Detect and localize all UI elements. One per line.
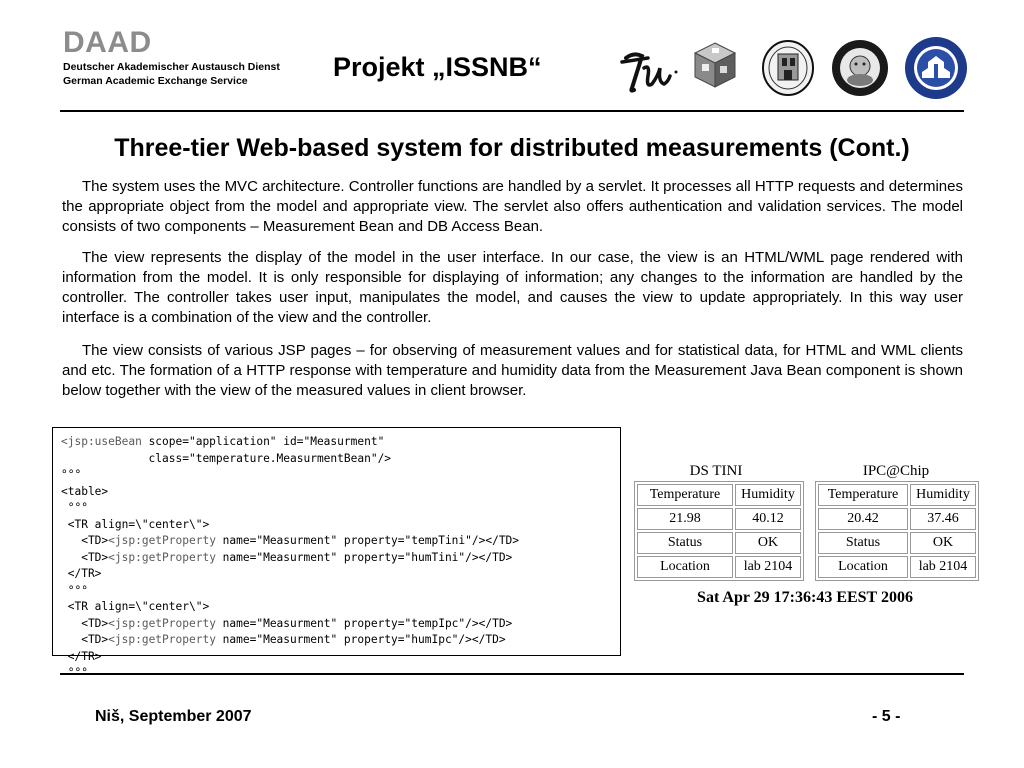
paragraph-mvc: The system uses the MVC architecture. Controller functions are handled by a servlet. It processes all HTTP requests and determines the appropriate object from the model and appropriate view. The servlet also offers authentication and validation services. The model consists of two components – Measurement Bean and DB Access Bean. xyxy=(62,178,963,235)
table-cell: 40.12 xyxy=(735,508,801,530)
slide-title: Three-tier Web-based system for distributed measurements (Cont.) xyxy=(114,134,910,162)
table-row xyxy=(818,556,976,578)
daad-logo: DAAD xyxy=(63,26,152,59)
code-line: °°° xyxy=(61,501,88,514)
table-row xyxy=(637,532,801,554)
table-cell: lab 2104 xyxy=(910,556,976,578)
paragraph-jsp: The view consists of various JSP pages – for observing of measurement values and for statistical data, for HTML and WML clients and etc. The formation of a HTTP response with temperature and humidity data from the Measurement Java Bean component is shown below together with the view of the measured values in client browser. xyxy=(62,342,963,399)
table-cell: 20.42 xyxy=(818,508,908,530)
cube-logo-icon xyxy=(690,40,740,90)
table-cell: Temperature xyxy=(637,484,733,506)
table-row xyxy=(818,484,976,506)
table-cell: Location xyxy=(818,556,908,578)
table-row xyxy=(637,484,801,506)
table-cell: 21.98 xyxy=(637,508,733,530)
jsp-code-box xyxy=(52,427,621,663)
table-row xyxy=(818,508,976,530)
code-line: </TR> xyxy=(61,567,102,580)
org-name-german: Deutscher Akademischer Austausch Dienst xyxy=(63,61,280,73)
jsp-code xyxy=(61,434,519,682)
table-caption-ds-tini: DS TINI xyxy=(689,463,743,479)
code-line: °°° xyxy=(61,468,82,481)
table-cell: Humidity xyxy=(735,484,801,506)
page-number: - 5 - xyxy=(872,708,901,725)
table-cell: OK xyxy=(735,532,801,554)
code-line: <jsp:useBean scope="application" id="Measurment" xyxy=(61,435,385,448)
code-line: </TR> xyxy=(61,649,102,663)
code-line: °°° xyxy=(61,583,88,597)
code-line: <TD><jsp:getProperty name="Measurment" property="humIpc"/></TD> xyxy=(61,633,506,646)
code-line: <table> xyxy=(61,484,109,498)
code-line: <TD><jsp:getProperty name="Measurment" property="tempIpc"/></TD> xyxy=(61,616,513,630)
code-line: class="temperature.MeasurmentBean"/> xyxy=(61,451,392,465)
table-cell: Location xyxy=(637,556,733,578)
footer-place-date: Niš, September 2007 xyxy=(95,708,252,725)
code-line: <TD><jsp:getProperty name="Measurment" property="humTini"/></TD> xyxy=(61,550,513,564)
measurement-table-ipc-chip xyxy=(815,481,979,581)
table-caption-ipc-chip: IPC@Chip xyxy=(862,463,930,479)
table-cell: Humidity xyxy=(910,484,976,506)
university-seal-1-icon xyxy=(761,40,815,96)
table-cell: 37.46 xyxy=(910,508,976,530)
table-cell: Temperature xyxy=(818,484,908,506)
measurement-timestamp: Sat Apr 29 17:36:43 EEST 2006 xyxy=(697,589,913,606)
header-divider xyxy=(60,110,964,112)
table-row xyxy=(637,556,801,578)
table-cell: OK xyxy=(910,532,976,554)
org-name-english: German Academic Exchange Service xyxy=(63,75,248,87)
table-cell: Status xyxy=(637,532,733,554)
table-row xyxy=(818,532,976,554)
code-line: <TR align=\"center\"> xyxy=(61,517,210,531)
table-cell: Status xyxy=(818,532,908,554)
measurement-table-ds-tini xyxy=(634,481,804,581)
tu-logo-icon xyxy=(620,46,680,94)
table-row xyxy=(637,508,801,530)
footer-divider xyxy=(60,673,964,675)
table-cell: lab 2104 xyxy=(735,556,801,578)
university-seal-2-icon xyxy=(830,38,890,98)
paragraph-view: The view represents the display of the model in the user interface. In our case, the view is an HTML/WML page rendered with information from the model. It is only responsible for displaying of information; any changes to the information are handled by the controller. The controller takes user input, manipulates the model, and causes the view to update appropriately. In this way user interface is a combination of the view and the controller. xyxy=(62,249,963,326)
project-title: Projekt „ISSNB“ xyxy=(333,52,542,82)
university-seal-3-icon xyxy=(904,36,968,100)
code-line: <TR align=\"center\"> xyxy=(61,600,210,613)
code-line: <TD><jsp:getProperty name="Measurment" property="tempTini"/></TD> xyxy=(61,534,520,547)
